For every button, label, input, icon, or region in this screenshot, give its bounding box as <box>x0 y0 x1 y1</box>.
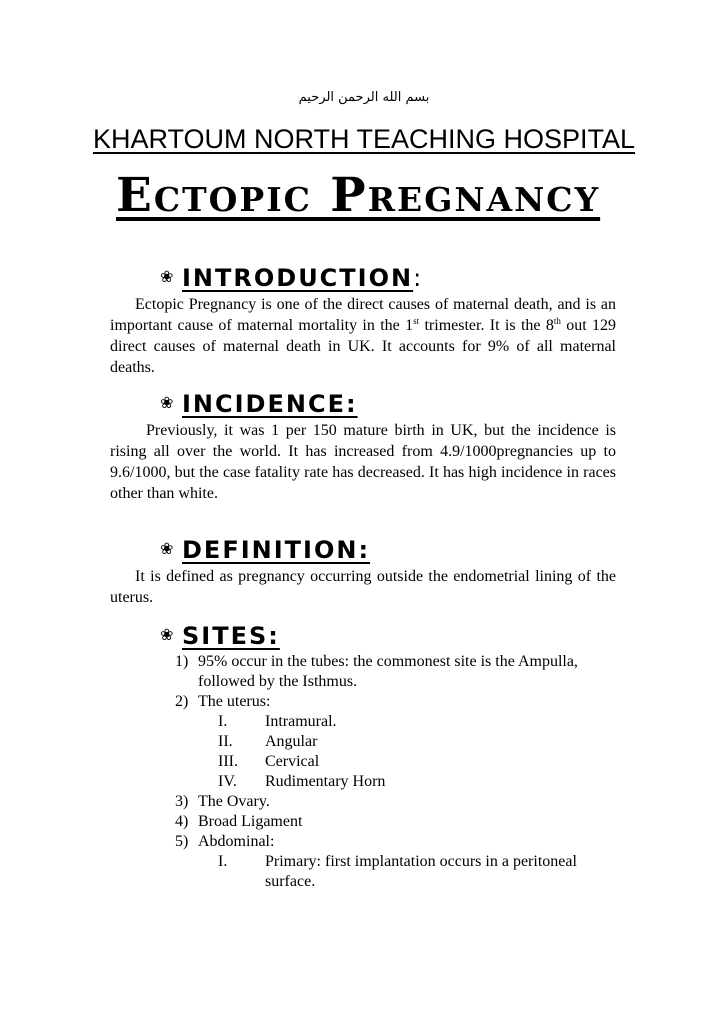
incidence-text: Previously, it was 1 per 150 mature birth in UK, but the incidence is rising all over the world. It has increased from 4.9/1000pregnancies up to 9.6/1000, but the case fatality rate has decreased. It has high incidence in races other than white. <box>110 422 616 502</box>
incidence-heading <box>160 390 358 418</box>
uterus-sub-number: I. <box>218 713 228 730</box>
sites-heading <box>160 622 280 650</box>
definition-text: It is defined as pregnancy occurring outside the endometrial lining of the uterus. <box>110 568 616 606</box>
uterus-sub-text: Cervical <box>265 753 320 770</box>
abdominal-sub-text: Primary: first implantation occurs in a peritoneal <box>265 853 577 870</box>
uterus-sub-number: IV. <box>218 773 237 790</box>
introduction-heading-text: INTRODUCTION <box>182 264 414 292</box>
flower-bullet-icon: ❀ <box>160 625 174 644</box>
site-item-text: The Ovary. <box>198 793 270 810</box>
site-item-number: 1) <box>175 653 189 670</box>
uterus-sub-number: II. <box>218 733 233 750</box>
flower-bullet-icon: ❀ <box>160 539 174 558</box>
flower-bullet-icon: ❀ <box>160 393 174 412</box>
introduction-text-c: out 129 direct causes of maternal death in UK. It accounts for 9% of all maternal deaths. <box>110 317 616 376</box>
introduction-paragraph <box>110 294 616 378</box>
definition-heading-text: DEFINITION: <box>182 536 371 564</box>
uterus-sub-text: Intramural. <box>265 713 337 730</box>
uterus-sub-text: Rudimentary Horn <box>265 773 386 790</box>
site-item-number: 5) <box>175 833 189 850</box>
hospital-name: KHARTOUM NORTH TEACHING HOSPITAL <box>92 124 636 154</box>
sites-heading-text: SITES: <box>182 622 280 650</box>
uterus-sub-number: III. <box>218 753 238 770</box>
site-item-text: 95% occur in the tubes: the commonest site is the Ampulla, <box>198 653 578 670</box>
introduction-sup-a: st <box>413 316 420 326</box>
introduction-text-a: Ectopic Pregnancy is one of the direct causes of maternal death, and is an important cause of maternal mortality in the 1 <box>110 296 616 334</box>
introduction-sup-b: th <box>553 316 561 326</box>
introduction-colon: : <box>413 264 424 292</box>
uterus-sub-text: Angular <box>265 733 318 750</box>
definition-paragraph <box>110 566 616 608</box>
introduction-text-b: trimester. It is the 8 <box>419 317 554 334</box>
site-item-number: 2) <box>175 693 189 710</box>
site-item-number: 3) <box>175 793 189 810</box>
bismillah-header: بسم الله الرحمن الرحيم <box>298 90 430 105</box>
incidence-paragraph <box>110 420 616 504</box>
site-item-text: Broad Ligament <box>198 813 303 830</box>
definition-heading <box>160 536 370 564</box>
document-title: Ectopic Pregnancy <box>116 168 601 223</box>
site-item-text-cont: followed by the Isthmus. <box>198 673 358 690</box>
site-item-text: Abdominal: <box>198 833 275 850</box>
introduction-heading <box>160 264 423 292</box>
site-item-number: 4) <box>175 813 189 830</box>
incidence-heading-text: INCIDENCE: <box>182 390 358 418</box>
site-item-text: The uterus: <box>198 693 271 710</box>
abdominal-sub-number: I. <box>218 853 228 870</box>
flower-bullet-icon: ❀ <box>160 267 174 286</box>
abdominal-sub-text-cont: surface. <box>265 873 316 890</box>
